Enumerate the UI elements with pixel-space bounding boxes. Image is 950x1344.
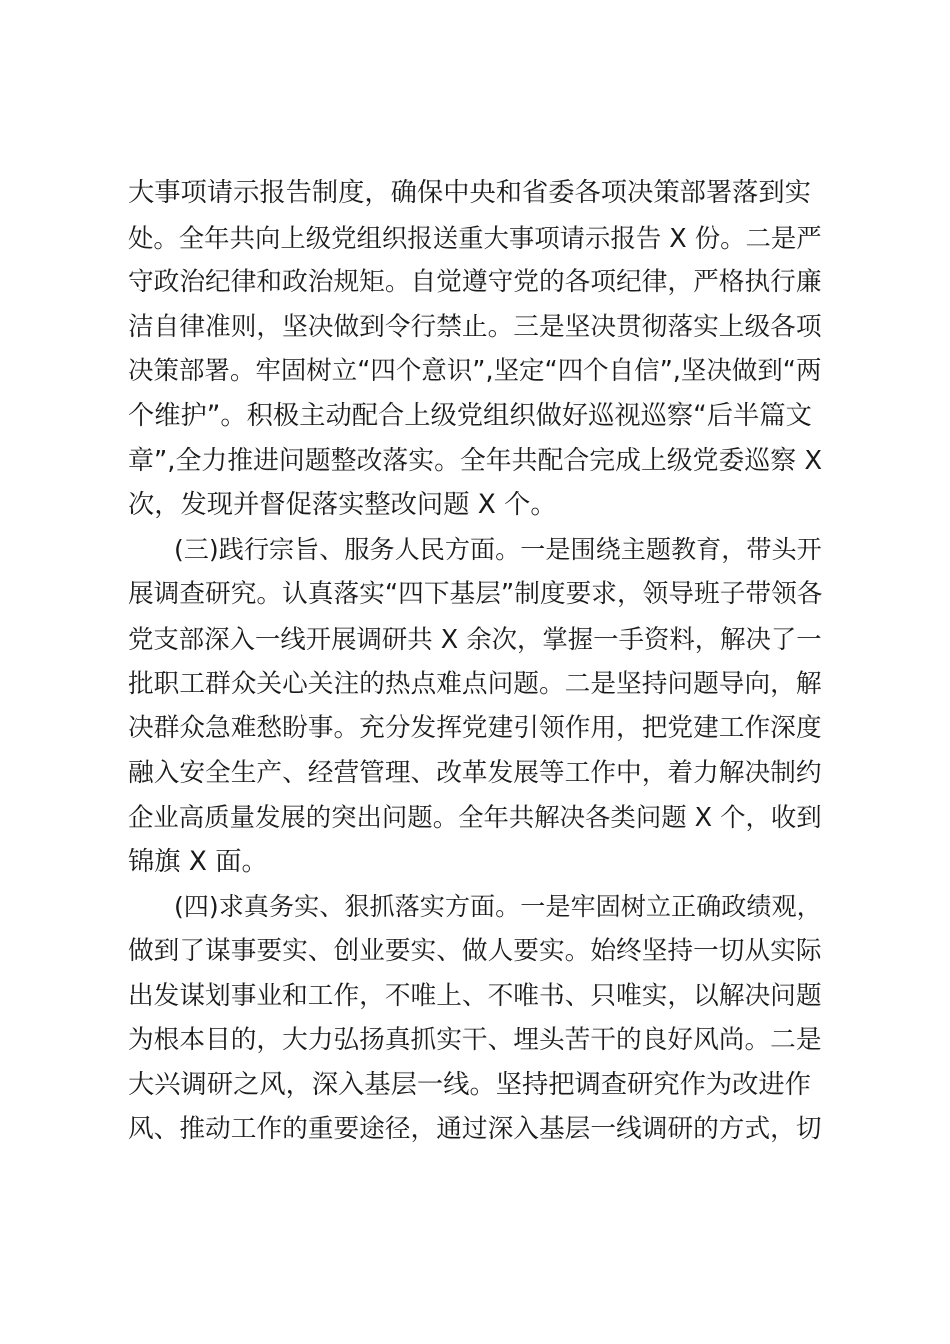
text-line: 决群众急难愁盼事。充分发挥党建引领作用，把党建工作深度 xyxy=(128,713,822,744)
text-line: 次，发现并督促落实整改问题 X 个。 xyxy=(128,490,557,521)
text-line: 决策部署。牢固树立“四个意识”,坚定“四个自信”,坚决做到“两 xyxy=(128,356,822,387)
document-body xyxy=(128,171,828,1152)
text-line: 风、推动工作的重要途径，通过深入基层一线调研的方式，切 xyxy=(128,1114,822,1145)
text-line: 展调查研究。认真落实“四下基层”制度要求，领导班子带领各 xyxy=(128,579,823,610)
text-line: 处。全年共向上级党组织报送重大事项请示报告 X 份。二是严 xyxy=(128,222,822,253)
text-line: 锦旗 X 面。 xyxy=(128,846,268,877)
text-line: 出发谋划事业和工作，不唯上、不唯书、只唯实，以解决问题 xyxy=(128,980,822,1011)
text-line: 融入安全生产、经营管理、改革发展等工作中，着力解决制约 xyxy=(128,757,822,788)
text-line: 党支部深入一线开展调研共 X 余次，掌握一手资料，解决了一 xyxy=(128,623,822,654)
text-line: 大事项请示报告制度，确保中央和省委各项决策部署落到实 xyxy=(128,178,811,208)
text-line: 做到了谋事要实、创业要实、做人要实。始终坚持一切从实际 xyxy=(128,936,822,967)
text-line: 批职工群众关心关注的热点难点问题。二是坚持问题导向，解 xyxy=(128,668,822,699)
text-line: 为根本目的，大力弘扬真抓实干、埋头苦干的良好风尚。二是 xyxy=(128,1025,822,1056)
text-line: 大兴调研之风，深入基层一线。坚持把调查研究作为改进作 xyxy=(128,1069,811,1100)
text-line: 企业高质量发展的突出问题。全年共解决各类问题 X 个，收到 xyxy=(128,802,822,833)
text-line: 洁自律准则，坚决做到令行禁止。三是坚决贯彻落实上级各项 xyxy=(128,311,822,342)
text-line: 章”,全力推进问题整改落实。全年共配合完成上级党委巡察 X xyxy=(128,445,823,476)
text-line: (四)求真务实、狠抓落实方面。一是牢固树立正确政绩观， xyxy=(174,891,822,921)
text-line: 个维护”。积极主动配合上级党组织做好巡视巡察“后半篇文 xyxy=(128,400,812,431)
text-line: 守政治纪律和政治规矩。自觉遵守党的各项纪律，严格执行廉 xyxy=(128,267,822,298)
text-line: (三)践行宗旨、服务人民方面。一是围绕主题教育，带头开 xyxy=(174,534,822,564)
